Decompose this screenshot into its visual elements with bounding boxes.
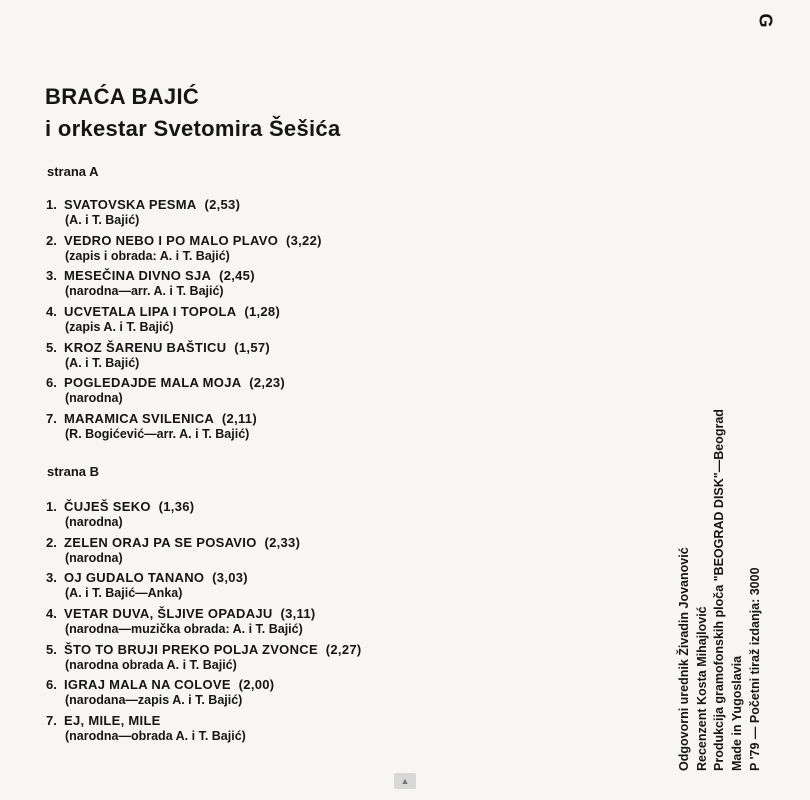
track-title: POGLEDAJDE MALA MOJA [64, 375, 242, 391]
track-title-line [64, 570, 248, 585]
track-duration: (2,23) [249, 375, 286, 391]
track-number: 2. [46, 534, 57, 550]
track-credit: (narodna—arr. A. i T. Bajić) [65, 284, 224, 299]
track-title: EJ, MILE, MILE [64, 713, 161, 729]
track-item [46, 340, 606, 376]
credit-line: Recenzent Kosta Mihajlović [694, 606, 709, 771]
track-duration: (3,03) [212, 570, 248, 586]
track-title: IGRAJ MALA NA COLOVE [64, 677, 231, 693]
track-item [46, 642, 606, 678]
track-number: 3. [46, 268, 57, 284]
side-b-label: strana B [47, 464, 100, 479]
track-duration: (2,00) [238, 677, 275, 693]
track-number: 6. [46, 677, 57, 693]
credit-line: Made in Yugoslavia [730, 655, 745, 771]
corner-mark: G [755, 13, 776, 28]
track-number: 7. [46, 411, 57, 427]
track-title-line [64, 375, 285, 390]
track-credit: (narodna—muzička obrada: A. i T. Bajić) [65, 622, 303, 637]
track-duration: (2,33) [264, 534, 301, 550]
track-item [46, 268, 606, 304]
track-duration: (3,11) [280, 606, 316, 622]
track-duration: (1,57) [234, 339, 271, 355]
track-number: 2. [46, 232, 57, 248]
track-title: ŠTO TO BRUJI PREKO POLJA ZVONCE [64, 641, 318, 657]
track-item [46, 535, 606, 571]
track-title: VETAR DUVA, ŠLJIVE OPADAJU [64, 606, 273, 622]
track-credit: (narodna) [65, 515, 123, 529]
track-number: 1. [46, 197, 57, 212]
track-title-line [64, 499, 194, 514]
track-title: VEDRO NEBO I PO MALO PLAVO [64, 232, 279, 248]
track-duration: (1,28) [244, 304, 281, 320]
track-number: 4. [46, 606, 57, 622]
track-number: 4. [46, 304, 57, 320]
track-number: 5. [46, 339, 57, 355]
video-scrub-handle[interactable]: ▲ [394, 773, 416, 789]
track-duration: (3,22) [285, 232, 322, 248]
track-credit: (A. i T. Bajić) [65, 355, 140, 370]
track-title-line [64, 197, 240, 212]
track-duration: (2,53) [204, 197, 241, 212]
side-b-track-list [46, 499, 606, 749]
track-credit: (A. i T. Bajić) [65, 213, 140, 227]
side-a-track-list [46, 197, 606, 447]
track-item [46, 411, 606, 447]
track-number: 7. [46, 713, 57, 729]
track-title-line [64, 411, 257, 426]
orchestra-subtitle: i orkestar Svetomira Šešića [45, 116, 341, 141]
track-credit: (narodna obrada A. i T. Bajić) [65, 657, 237, 672]
track-item [46, 233, 606, 269]
track-credit: (R. Bogićević—arr. A. i T. Bajić) [65, 427, 250, 442]
track-title: ZELEN ORAJ PA SE POSAVIO [64, 534, 257, 550]
credit-line: Odgovorni urednik Živadin Jovanović [677, 547, 691, 771]
track-title-line [64, 304, 280, 319]
track-duration: (2,11) [221, 411, 257, 427]
track-title-line [64, 268, 255, 283]
track-item [46, 499, 606, 535]
track-title-line [64, 677, 274, 692]
track-credit: (narodna—obrada A. i T. Bajić) [65, 729, 246, 744]
track-item [46, 197, 606, 233]
track-number: 3. [46, 570, 57, 586]
track-title-line [64, 233, 322, 248]
track-title: KROZ ŠARENU BAŠTICU [64, 339, 227, 355]
track-credit: (zapis A. i T. Bajić) [65, 320, 174, 335]
track-credit: (narodana—zapis A. i T. Bajić) [65, 693, 243, 708]
track-item [46, 677, 606, 713]
credit-line: Produkcija gramofonskih ploča "BEOGRAD DISK"—Beograd [712, 409, 727, 771]
track-title: SVATOVSKA PESMA [64, 197, 197, 212]
track-credit: (zapis i obrada: A. i T. Bajić) [65, 248, 230, 263]
track-title: OJ GUDALO TANANO [64, 570, 205, 586]
track-title-line [64, 606, 315, 621]
track-title-line [64, 642, 362, 657]
track-item [46, 375, 606, 411]
track-duration: (2,45) [219, 268, 255, 284]
track-number: 5. [46, 641, 57, 657]
track-title: MARAMICA SVILENICA [64, 411, 215, 427]
track-item [46, 606, 606, 642]
track-credit: (A. i T. Bajić—Anka) [65, 586, 183, 601]
track-item [46, 570, 606, 606]
artist-title: BRAĆA BAJIĆ [45, 84, 200, 109]
track-item [46, 713, 606, 749]
track-title-line [64, 340, 270, 355]
track-duration: (1,36) [158, 499, 195, 514]
track-credit: (narodna) [65, 550, 123, 565]
track-title: ČUJEŠ SEKO [64, 499, 151, 514]
production-credits [676, 271, 765, 771]
track-duration: (2,27) [325, 641, 362, 657]
track-title-line [64, 713, 168, 728]
track-item [46, 304, 606, 340]
track-number: 6. [46, 375, 57, 391]
track-number: 1. [46, 499, 57, 514]
credit-line: P '79 — Početni tiraž izdanja: 3000 [747, 567, 762, 771]
side-a-label: strana A [47, 164, 99, 179]
track-title: MESEČINA DIVNO SJA [64, 268, 212, 284]
track-title-line [64, 535, 300, 550]
track-title: UCVETALA LIPA I TOPOLA [64, 304, 237, 320]
track-credit: (narodna) [65, 391, 123, 406]
